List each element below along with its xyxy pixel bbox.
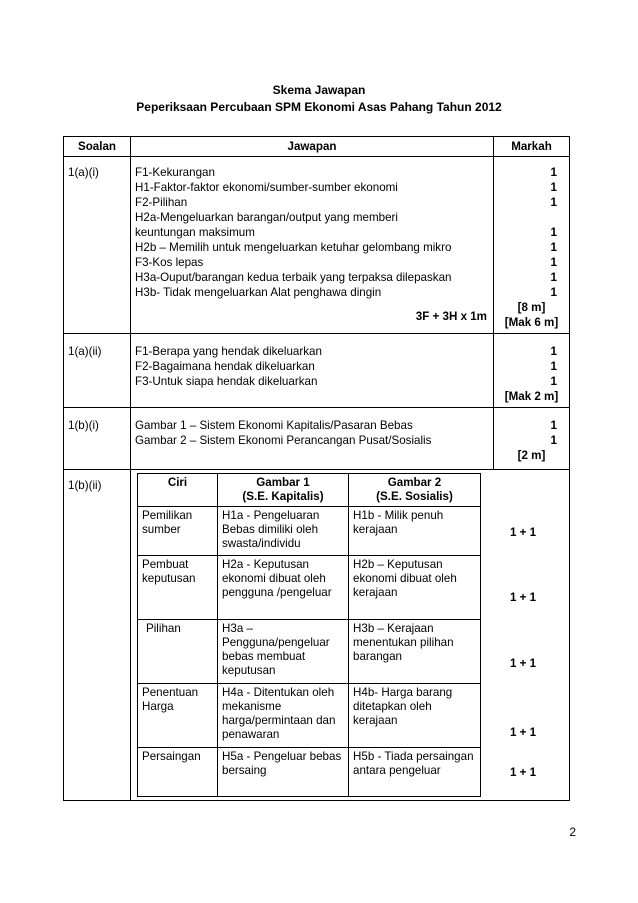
header-gambar-2-title: Gambar 2 [387, 476, 442, 489]
row-score: 1 + 1 [509, 766, 537, 779]
header-gambar-1-subtitle: (S.E. Kapitalis) [242, 490, 324, 503]
mark-value: 1 [550, 375, 557, 388]
mark-value: 1 [550, 181, 557, 194]
mark-value: 1 [550, 419, 557, 432]
answer-scheme-table [63, 136, 570, 801]
answer-line: Gambar 2 – Sistem Ekonomi Perancangan Pusat/Sosialis [135, 434, 432, 447]
mark-max: [Mak 6 m] [504, 316, 559, 329]
mark-total: [8 m] [517, 301, 546, 314]
row-score: 1 + 1 [509, 591, 537, 604]
ciri-cell: Pilihan [138, 620, 218, 684]
marks-cell [494, 157, 570, 334]
gambar-1-cell: H2a - Keputusan ekonomi dibuat oleh pengguna /pengeluar [218, 556, 349, 620]
score-column [481, 473, 565, 797]
mark-value: 1 [550, 256, 557, 269]
row-score: 1 + 1 [509, 726, 537, 739]
mark-value: 1 [550, 241, 557, 254]
mark-formula: 3F + 3H x 1m [415, 310, 487, 323]
page-number: 2 [569, 825, 576, 839]
comparison-cell [131, 470, 570, 801]
gambar-1-cell: H3a – Pengguna/pengeluar bebas membuat keputusan [218, 620, 349, 684]
gambar-2-cell: H1b - Milik penuh kerajaan [349, 507, 481, 556]
mark-value: 1 [550, 434, 557, 447]
answer-line: H2b – Memilih untuk mengeluarkan ketuhar gelombang mikro [135, 241, 452, 254]
ciri-cell: Penentuan Harga [138, 684, 218, 748]
answer-cell [131, 157, 494, 334]
answer-cell [131, 334, 494, 408]
question-number: 1(a)(i) [64, 157, 131, 334]
mark-value: 1 [550, 286, 557, 299]
document-subtitle: Peperiksaan Percubaan SPM Ekonomi Asas Pahang Tahun 2012 [136, 100, 502, 114]
ciri-cell: Pembuat keputusan [138, 556, 218, 620]
gambar-2-cell: H4b- Harga barang ditetapkan oleh kerajaan [349, 684, 481, 748]
answer-line: F1-Berapa yang hendak dikeluarkan [135, 345, 322, 358]
mark-value: 1 [550, 166, 557, 179]
mark-value: 1 [550, 360, 557, 373]
mark-value: 1 [550, 196, 557, 209]
gambar-1-cell: H4a - Ditentukan oleh mekanisme harga/permintaan dan penawaran [218, 684, 349, 748]
answer-line: F1-Kekurangan [135, 166, 215, 179]
header-markah: Markah [494, 137, 570, 157]
answer-line: H1-Faktor-faktor ekonomi/sumber-sumber ekonomi [135, 181, 398, 194]
answer-line: F2-Pilihan [135, 196, 188, 209]
mark-value: 1 [550, 226, 557, 239]
row-score: 1 + 1 [509, 657, 537, 670]
gambar-1-cell: H5a - Pengeluar bebas bersaing [218, 748, 349, 797]
answer-line: H3b- Tidak mengeluarkan Alat penghawa dingin [135, 286, 382, 299]
header-jawapan: Jawapan [131, 137, 494, 157]
comparison-row [138, 684, 481, 748]
table-header-row [64, 137, 570, 157]
table-row-1aii [64, 334, 570, 408]
marks-cell [494, 408, 570, 470]
comparison-row [138, 620, 481, 684]
mark-value: 1 [550, 345, 557, 358]
gambar-2-cell: H3b – Kerajaan menentukan pilihan barangan [349, 620, 481, 684]
header-gambar-1 [218, 474, 349, 507]
mark-value: 1 [550, 271, 557, 284]
header-ciri: Ciri [138, 474, 218, 507]
question-number: 1(b)(ii) [64, 470, 131, 801]
comparison-header-row [138, 474, 481, 507]
mark-total: [2 m] [517, 449, 546, 462]
answer-line: H2a-Mengeluarkan barangan/output yang memberi [135, 211, 398, 224]
comparison-row [138, 507, 481, 556]
header-gambar-2-subtitle: (S.E. Sosialis) [376, 490, 453, 503]
document-title: Skema Jawapan [272, 83, 366, 97]
header-gambar-2 [349, 474, 481, 507]
ciri-cell: Pemilikan sumber [138, 507, 218, 556]
answer-line: F3-Untuk siapa hendak dikeluarkan [135, 375, 318, 388]
answer-line: F2-Bagaimana hendak dikeluarkan [135, 360, 315, 373]
header-soalan: Soalan [64, 137, 131, 157]
table-row-1bi [64, 408, 570, 470]
gambar-2-cell: H5b - Tiada persaingan antara pengeluar [349, 748, 481, 797]
header-gambar-1-title: Gambar 1 [256, 476, 310, 489]
table-row-1ai [64, 157, 570, 334]
gambar-1-cell: H1a - Pengeluaran Bebas dimiliki oleh swasta/individu [218, 507, 349, 556]
question-number: 1(b)(i) [64, 408, 131, 470]
question-number: 1(a)(ii) [64, 334, 131, 408]
row-score: 1 + 1 [509, 526, 537, 539]
answer-line: keuntungan maksimum [135, 226, 255, 239]
comparison-table [137, 473, 481, 797]
table-row-1bii [64, 470, 570, 801]
answer-line: F3-Kos lepas [135, 256, 204, 269]
comparison-row [138, 556, 481, 620]
answer-cell [131, 408, 494, 470]
ciri-cell: Persaingan [138, 748, 218, 797]
answer-line: H3a-Ouput/barangan kedua terbaik yang terpaksa dilepaskan [135, 271, 452, 284]
answer-line: Gambar 1 – Sistem Ekonomi Kapitalis/Pasaran Bebas [135, 419, 413, 432]
marks-cell [494, 334, 570, 408]
mark-max: [Mak 2 m] [504, 390, 559, 403]
gambar-2-cell: H2b – Keputusan ekonomi dibuat oleh kerajaan [349, 556, 481, 620]
comparison-row [138, 748, 481, 797]
